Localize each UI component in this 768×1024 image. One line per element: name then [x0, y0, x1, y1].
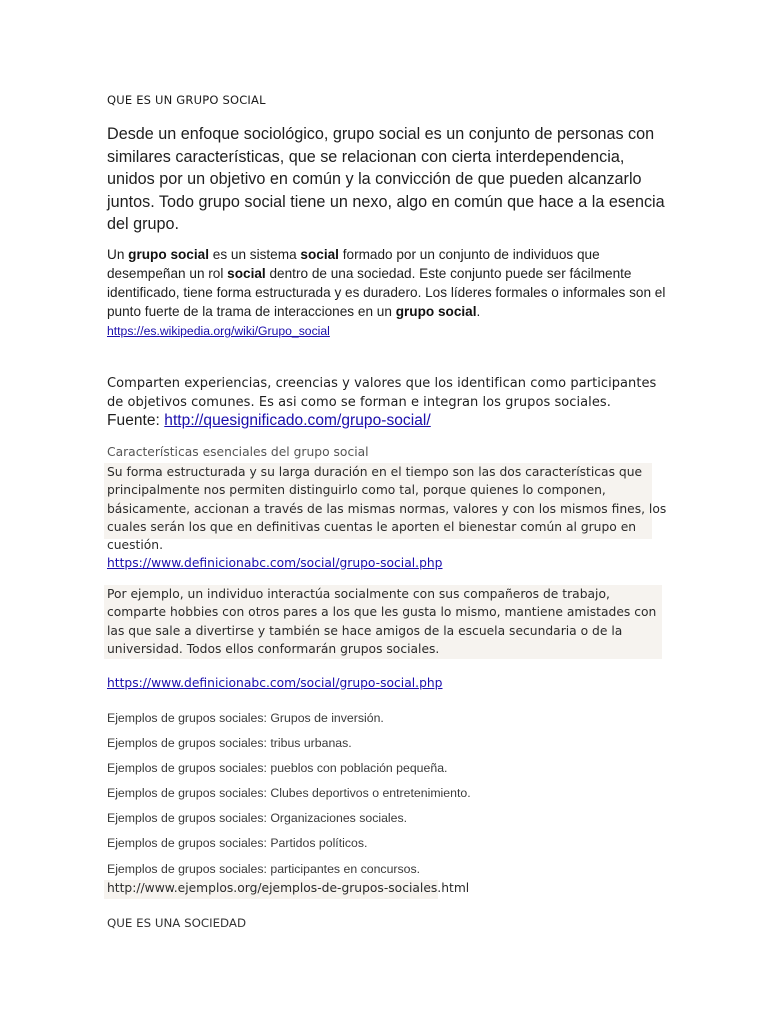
list-item: Ejemplos de grupos sociales: tribus urbanas.	[107, 736, 352, 751]
list-item: Ejemplos de grupos sociales: pueblos con población pequeña.	[107, 761, 448, 776]
caracteristicas-title: Características esenciales del grupo social	[107, 445, 369, 459]
list-item: Ejemplos de grupos sociales: Partidos políticos.	[107, 836, 368, 851]
list-item: Ejemplos de grupos sociales: Grupos de inversión.	[107, 711, 384, 725]
shared-text: Comparten experiencias, creencias y valores que los identifican como participantes de objetivos comunes. Es asi como se forman e integran los grupos sociales.	[107, 376, 657, 410]
examples-list	[107, 706, 471, 882]
wiki-text: dentro de una sociedad. Este conjunto puede ser fácilmente identificado, tiene forma estructurada y es duradero. Los líderes formales o informales son el punto fuerte de la trama de interacciones en un	[107, 266, 666, 319]
definicionabc-link-1[interactable]: https://www.definicionabc.com/social/grupo-social.php	[107, 556, 443, 570]
wiki-bold: social	[227, 266, 266, 281]
fuente-label: Fuente:	[107, 412, 165, 429]
wiki-text: es un sistema	[208, 247, 301, 262]
fuente-line	[107, 412, 667, 431]
wiki-bold: social	[300, 247, 339, 262]
section-heading-sociedad: QUE ES UNA SOCIEDAD	[107, 916, 247, 930]
list-item: Ejemplos de grupos sociales: participantes en concursos.	[107, 861, 421, 876]
caracteristicas-paragraph: Su forma estructurada y su larga duración en el tiempo son las dos características que principalmente nos permiten distinguirlo como tal, porque quienes lo componen, básicamente, accionan a través de las mismas normas, valores y con los mismos fines, los cuales serán los que en definitivas cuentas le aporten el bienestar común al grupo en cuestión.	[107, 465, 667, 553]
wiki-bold: grupo social	[128, 247, 209, 262]
section-heading-grupo-social: QUE ES UN GRUPO SOCIAL	[107, 93, 266, 107]
ejemplo-paragraph: Por ejemplo, un individuo interactúa socialmente con sus compañeros de trabajo, comparte hobbies con otros pares a los que les gusta lo mismo, mantiene amistades con las que sale a divertirse y también se hace amigos de la escuela secundaria o de la universidad. Todos ellos conformarán grupos sociales.	[107, 587, 657, 656]
lead-paragraph: Desde un enfoque sociológico, grupo social es un conjunto de personas con similares características, que se relacionan con cierta interdependencia, unidos por un objetivo en común y la convicción de que pueden alcanzarlo juntos. Todo grupo social tiene un nexo, algo en común que hace a la esencia del grupo.	[107, 125, 665, 233]
ejemplos-url: http://www.ejemplos.org/ejemplos-de-grupos-sociales.html	[107, 881, 470, 895]
definicionabc-link-2[interactable]: https://www.definicionabc.com/social/grupo-social.php	[107, 676, 443, 690]
wiki-bold: grupo social	[395, 304, 477, 319]
list-item: Ejemplos de grupos sociales: Organizaciones sociales.	[107, 811, 408, 826]
list-item: Ejemplos de grupos sociales: Clubes deportivos o entretenimiento.	[107, 786, 471, 801]
wikipedia-quote	[107, 245, 667, 341]
wiki-text: Un	[107, 247, 129, 262]
wiki-text: .	[476, 304, 481, 319]
shared-values-paragraph	[107, 375, 667, 431]
wikipedia-link[interactable]: https://es.wikipedia.org/wiki/Grupo_social	[107, 324, 330, 338]
quesignificado-link[interactable]: http://quesignificado.com/grupo-social/	[164, 412, 431, 429]
wiki-text: formado por un conjunto de individuos que desempeñan un rol	[107, 247, 600, 281]
